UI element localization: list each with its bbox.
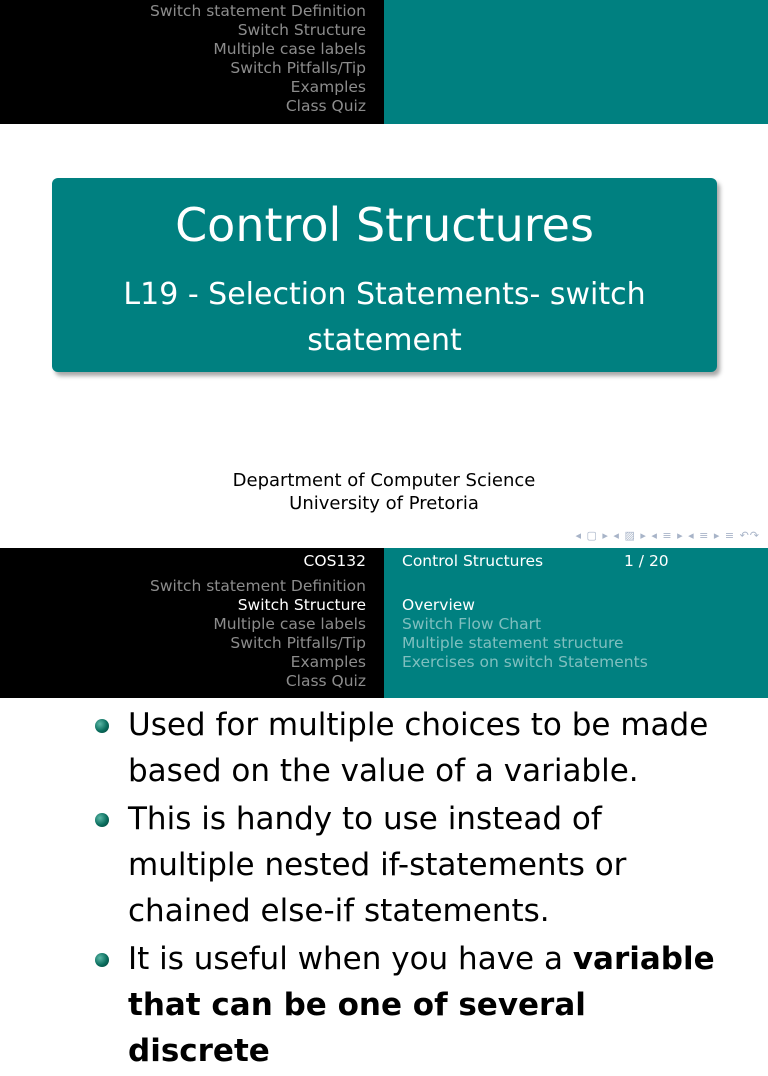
bullet-text: Used for multiple choices to be made based on the value of a variable. bbox=[128, 707, 709, 789]
slide-title: Control Structures bbox=[175, 198, 594, 252]
bullet-item bbox=[90, 936, 730, 1074]
section-multiple-case-labels[interactable]: Multiple case labels bbox=[213, 615, 366, 633]
bullet-list bbox=[90, 702, 730, 1076]
nav-section-definition[interactable]: Switch statement Definition bbox=[150, 2, 366, 20]
page-number: 1 / 20 bbox=[624, 552, 669, 570]
slide-header bbox=[0, 548, 768, 698]
course-code: COS132 bbox=[303, 552, 366, 570]
section-pitfalls[interactable]: Switch Pitfalls/Tip bbox=[230, 634, 366, 652]
subsection-multiple-statement[interactable]: Multiple statement structure bbox=[402, 634, 624, 652]
top-header bbox=[0, 0, 768, 124]
bullet-item bbox=[90, 796, 730, 934]
title-box bbox=[52, 178, 717, 372]
slide-header-sections-panel bbox=[0, 548, 384, 698]
section-definition[interactable]: Switch statement Definition bbox=[150, 577, 366, 595]
beamer-navigation-icons[interactable]: ◂ ▢ ▸ ◂ ▨ ▸ ◂ ≡ ▸ ◂ ≡ ▸ ≡ ↶↷ bbox=[575, 529, 760, 542]
bullet-text-bold: variable that can be one of several discrete bbox=[128, 941, 715, 1069]
top-header-teal-panel bbox=[384, 0, 768, 124]
nav-section-class-quiz[interactable]: Class Quiz bbox=[285, 97, 366, 115]
department-text: Department of Computer Science bbox=[232, 470, 536, 491]
slide-subtitle: L19 - Selection Statements- switch statement bbox=[123, 277, 646, 358]
subsection-exercises[interactable]: Exercises on switch Statements bbox=[402, 653, 648, 671]
bullet-icon bbox=[95, 953, 109, 967]
nav-section-multiple-case-labels[interactable]: Multiple case labels bbox=[213, 40, 366, 58]
bullet-text-plain: It is useful when you have a bbox=[128, 941, 573, 977]
slide-header-subsections-panel bbox=[384, 548, 768, 698]
section-class-quiz[interactable]: Class Quiz bbox=[285, 672, 366, 690]
subsection-overview-active[interactable]: Overview bbox=[402, 596, 475, 614]
bullet-text: This is handy to use instead of multiple nested if-statements or chained else-if statements. bbox=[128, 801, 627, 929]
section-structure-active[interactable]: Switch Structure bbox=[237, 596, 366, 614]
nav-section-examples[interactable]: Examples bbox=[290, 78, 366, 96]
section-examples[interactable]: Examples bbox=[290, 653, 366, 671]
bullet-item bbox=[90, 702, 730, 794]
nav-section-structure[interactable]: Switch Structure bbox=[237, 21, 366, 39]
university-text: University of Pretoria bbox=[289, 493, 479, 514]
nav-section-pitfalls[interactable]: Switch Pitfalls/Tip bbox=[230, 59, 366, 77]
top-header-sections-panel bbox=[0, 0, 384, 124]
bullet-icon bbox=[95, 719, 109, 733]
bullet-icon bbox=[95, 813, 109, 827]
subsection-flow-chart[interactable]: Switch Flow Chart bbox=[402, 615, 542, 633]
lecture-title: Control Structures bbox=[402, 552, 544, 570]
